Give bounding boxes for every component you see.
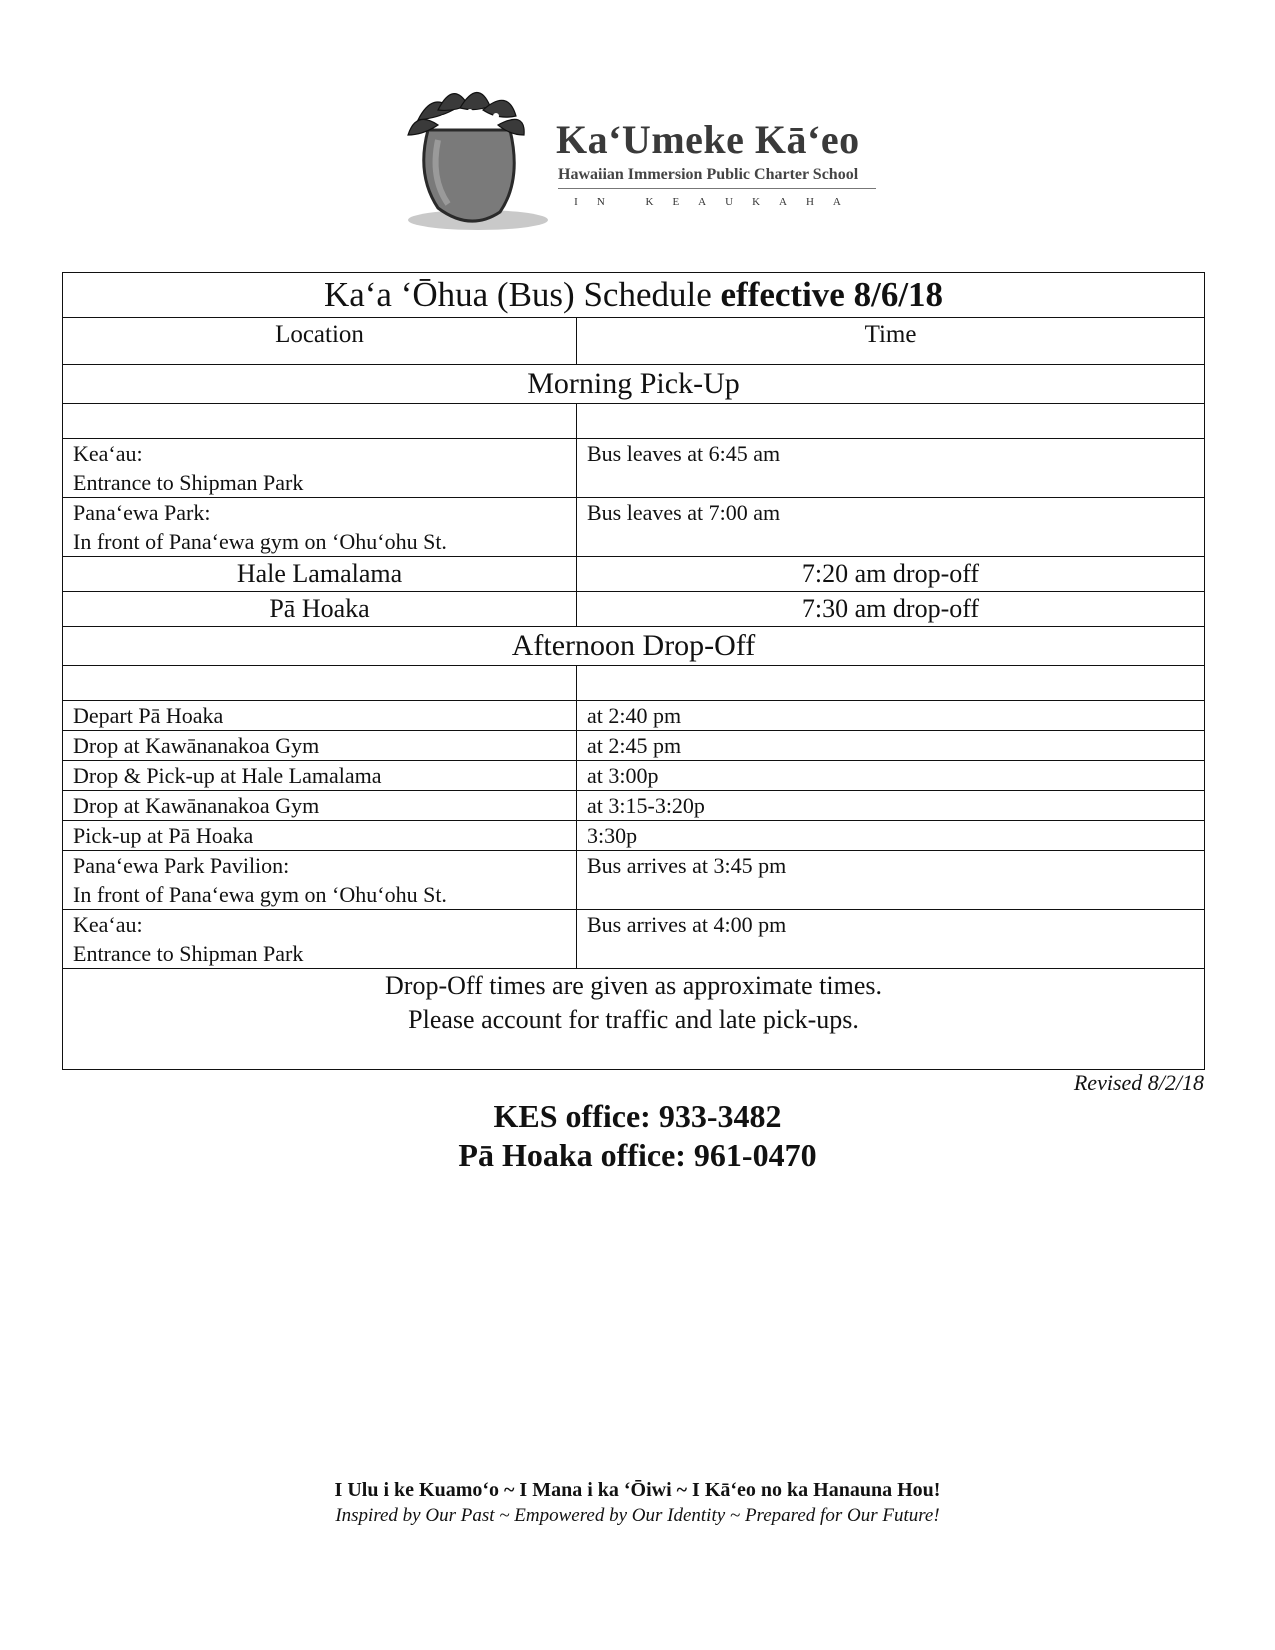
table-row [63,404,1205,439]
table-row [63,821,1205,851]
location-cell [63,498,577,557]
time-cell: at 2:45 pm [577,731,1205,761]
schedule-title [63,273,1205,318]
time-cell: at 3:00p [577,761,1205,791]
location-cell [63,910,577,969]
calabash-bowl-icon [398,80,548,240]
location-detail: In front of Pana‘ewa gym on ‘Ohu‘ohu St. [73,529,447,554]
motto-hawaiian: I Ulu i ke Kuamo‘o ~ I Mana i ka ‘Ōiwi ~ I Kā‘eo no ka Hanauna Hou! [334,1479,941,1501]
table-row [63,439,1205,498]
time-cell: at 2:40 pm [577,701,1205,731]
pa-hoaka-office-phone: Pā Hoaka office: 961-0470 [458,1137,817,1173]
table-row [63,701,1205,731]
note-line: Drop-Off times are given as approximate times. [385,971,882,1000]
table-row [63,557,1205,592]
table-row [63,592,1205,627]
revised-date: Revised 8/2/18 [1073,1070,1204,1095]
location-cell: Hale Lamalama [63,557,577,592]
school-logo [398,80,898,240]
table-row [63,761,1205,791]
location-name: Pana‘ewa Park Pavilion: [73,853,290,878]
schedule-note [63,969,1205,1070]
location-detail: Entrance to Shipman Park [73,470,304,495]
time-cell: 3:30p [577,821,1205,851]
schedule-title-text: Ka‘a ‘Ōhua (Bus) Schedule [323,275,721,314]
logo-divider [558,188,876,189]
time-cell: at 3:15-3:20p [577,791,1205,821]
morning-heading: Morning Pick-Up [63,365,1205,404]
table-row [63,498,1205,557]
location-cell: Drop at Kawānanakoa Gym [63,791,577,821]
location-cell: Pā Hoaka [63,592,577,627]
schedule-effective-date: effective 8/6/18 [720,275,944,314]
table-row [63,666,1205,701]
table-row [63,851,1205,910]
location-cell: Drop & Pick-up at Hale Lamalama [63,761,577,791]
time-cell: Bus arrives at 3:45 pm [577,851,1205,910]
column-header-time: Time [577,318,1205,365]
location-detail: Entrance to Shipman Park [73,941,304,966]
blank-cell [577,404,1205,439]
time-cell: Bus leaves at 6:45 am [577,439,1205,498]
time-cell: Bus leaves at 7:00 am [577,498,1205,557]
school-location: IN KEAUKAHA [574,196,860,208]
table-row [63,731,1205,761]
location-cell: Depart Pā Hoaka [63,701,577,731]
note-line: Please account for traffic and late pick-ups. [408,1005,859,1034]
kes-office-phone: KES office: 933-3482 [493,1098,782,1134]
blank-cell [577,666,1205,701]
location-cell [63,439,577,498]
blank-cell [63,666,577,701]
time-cell: 7:30 am drop-off [577,592,1205,627]
blank-cell [63,404,577,439]
time-cell: 7:20 am drop-off [577,557,1205,592]
table-row [63,791,1205,821]
location-name: Kea‘au: [73,441,143,466]
motto-english: Inspired by Our Past ~ Empowered by Our Identity ~ Prepared for Our Future! [335,1505,940,1526]
time-cell: Bus arrives at 4:00 pm [577,910,1205,969]
afternoon-heading: Afternoon Drop-Off [63,627,1205,666]
column-header-location: Location [63,318,577,365]
school-name: Ka‘Umeke Kā‘eo [556,117,860,162]
school-subtitle: Hawaiian Immersion Public Charter School [558,166,859,183]
location-cell: Pick-up at Pā Hoaka [63,821,577,851]
location-cell: Drop at Kawānanakoa Gym [63,731,577,761]
location-cell [63,851,577,910]
table-row [63,910,1205,969]
bus-schedule-table [62,272,1205,1070]
location-detail: In front of Pana‘ewa gym on ‘Ohu‘ohu St. [73,882,447,907]
location-name: Kea‘au: [73,912,143,937]
location-name: Pana‘ewa Park: [73,500,211,525]
